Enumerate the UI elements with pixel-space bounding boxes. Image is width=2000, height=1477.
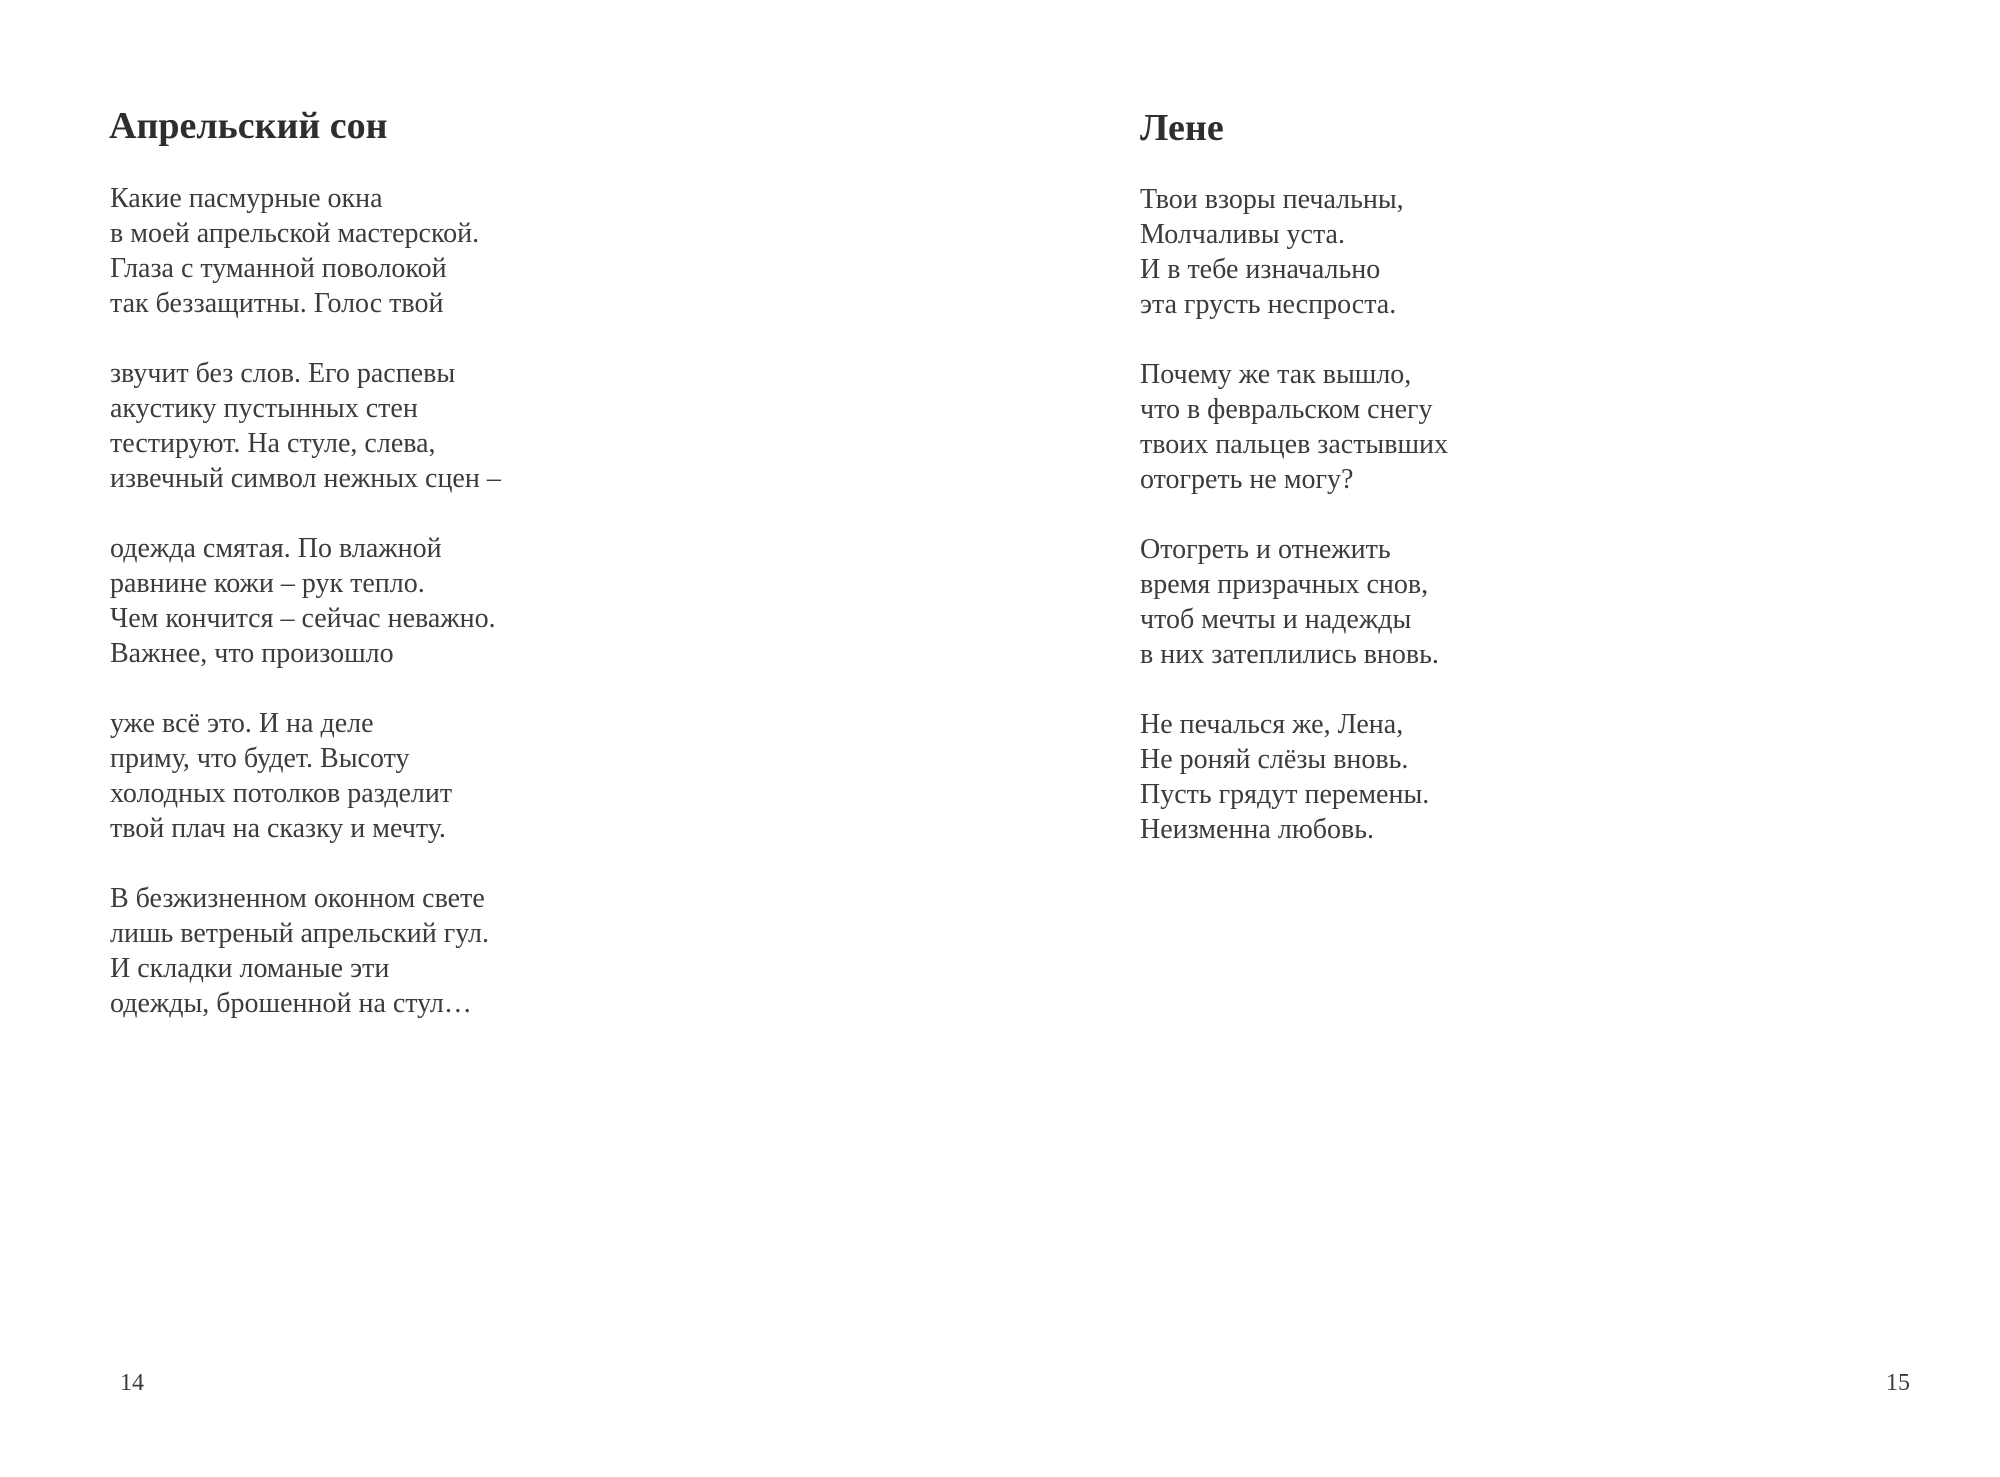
poem-line: в моей апрельской мастерской. — [110, 218, 480, 249]
poem-line: Важнее, что произошло — [110, 638, 394, 669]
poem-line: приму, что будет. Высоту — [110, 743, 410, 774]
poem-line: холодных потолков разделит — [110, 778, 453, 809]
stanza — [110, 881, 501, 1021]
poem-line: отогреть не могу? — [1140, 464, 1354, 495]
stanza — [110, 706, 501, 846]
poem-line: Не роняй слёзы вновь. — [1140, 744, 1409, 775]
poem-line: равнине кожи – рук тепло. — [110, 568, 425, 599]
poem-line: Твои взоры печальны, — [1140, 184, 1404, 215]
stanza — [1140, 532, 1448, 672]
poem-line: чтоб мечты и надежды — [1140, 604, 1412, 635]
stanza — [1140, 182, 1448, 322]
stanza — [110, 356, 501, 496]
page-number: 15 — [1886, 1370, 1910, 1396]
stanza — [110, 181, 501, 321]
stanza — [110, 531, 501, 671]
poem-body — [1140, 182, 1448, 882]
poem-title: Апрельский сон — [109, 105, 388, 147]
poem-line: уже всё это. И на деле — [110, 708, 374, 739]
right-page — [1000, 0, 2000, 1477]
stanza — [1140, 707, 1448, 847]
poem-line: твой плач на сказку и мечту. — [110, 813, 446, 844]
poem-line: твоих пальцев застывших — [1140, 429, 1449, 460]
poem-line: И в тебе изначально — [1140, 254, 1381, 285]
poem-line: извечный символ нежных сцен – — [110, 463, 501, 494]
poem-line: в них затеплились вновь. — [1140, 639, 1439, 670]
poem-line: Почему же так вышло, — [1140, 359, 1412, 390]
poem-line: И складки ломаные эти — [110, 953, 390, 984]
poem-line: Какие пасмурные окна — [110, 183, 383, 214]
poem-line: время призрачных снов, — [1140, 569, 1429, 600]
poem-line: тестируют. На стуле, слева, — [110, 428, 436, 459]
poem-line: Отогреть и отнежить — [1140, 534, 1391, 565]
poem-line: Чем кончится – сейчас неважно. — [110, 603, 496, 634]
page-number: 14 — [120, 1370, 144, 1396]
poem-line: одежды, брошенной на стул… — [110, 988, 472, 1019]
poem-line: Неизменна любовь. — [1140, 814, 1374, 845]
poem-line: так беззащитны. Голос твой — [110, 288, 444, 319]
poem-body — [110, 181, 501, 1056]
poem-title: Лене — [1140, 107, 1224, 149]
poem-line: Молчаливы уста. — [1140, 219, 1345, 250]
poem-line: Не печалься же, Лена, — [1140, 709, 1404, 740]
poem-line: акустику пустынных стен — [110, 393, 418, 424]
stanza — [1140, 357, 1448, 497]
poem-line: одежда смятая. По влажной — [110, 533, 442, 564]
poem-line: эта грусть неспроста. — [1140, 289, 1397, 320]
poem-line: что в февральском снегу — [1140, 394, 1433, 425]
poem-line: лишь ветреный апрельский гул. — [110, 918, 489, 949]
poem-line: Пусть грядут перемены. — [1140, 779, 1430, 810]
poem-line: В безжизненном оконном свете — [110, 883, 485, 914]
poem-line: Глаза с туманной поволокой — [110, 253, 447, 284]
poem-line: звучит без слов. Его распевы — [110, 358, 456, 389]
